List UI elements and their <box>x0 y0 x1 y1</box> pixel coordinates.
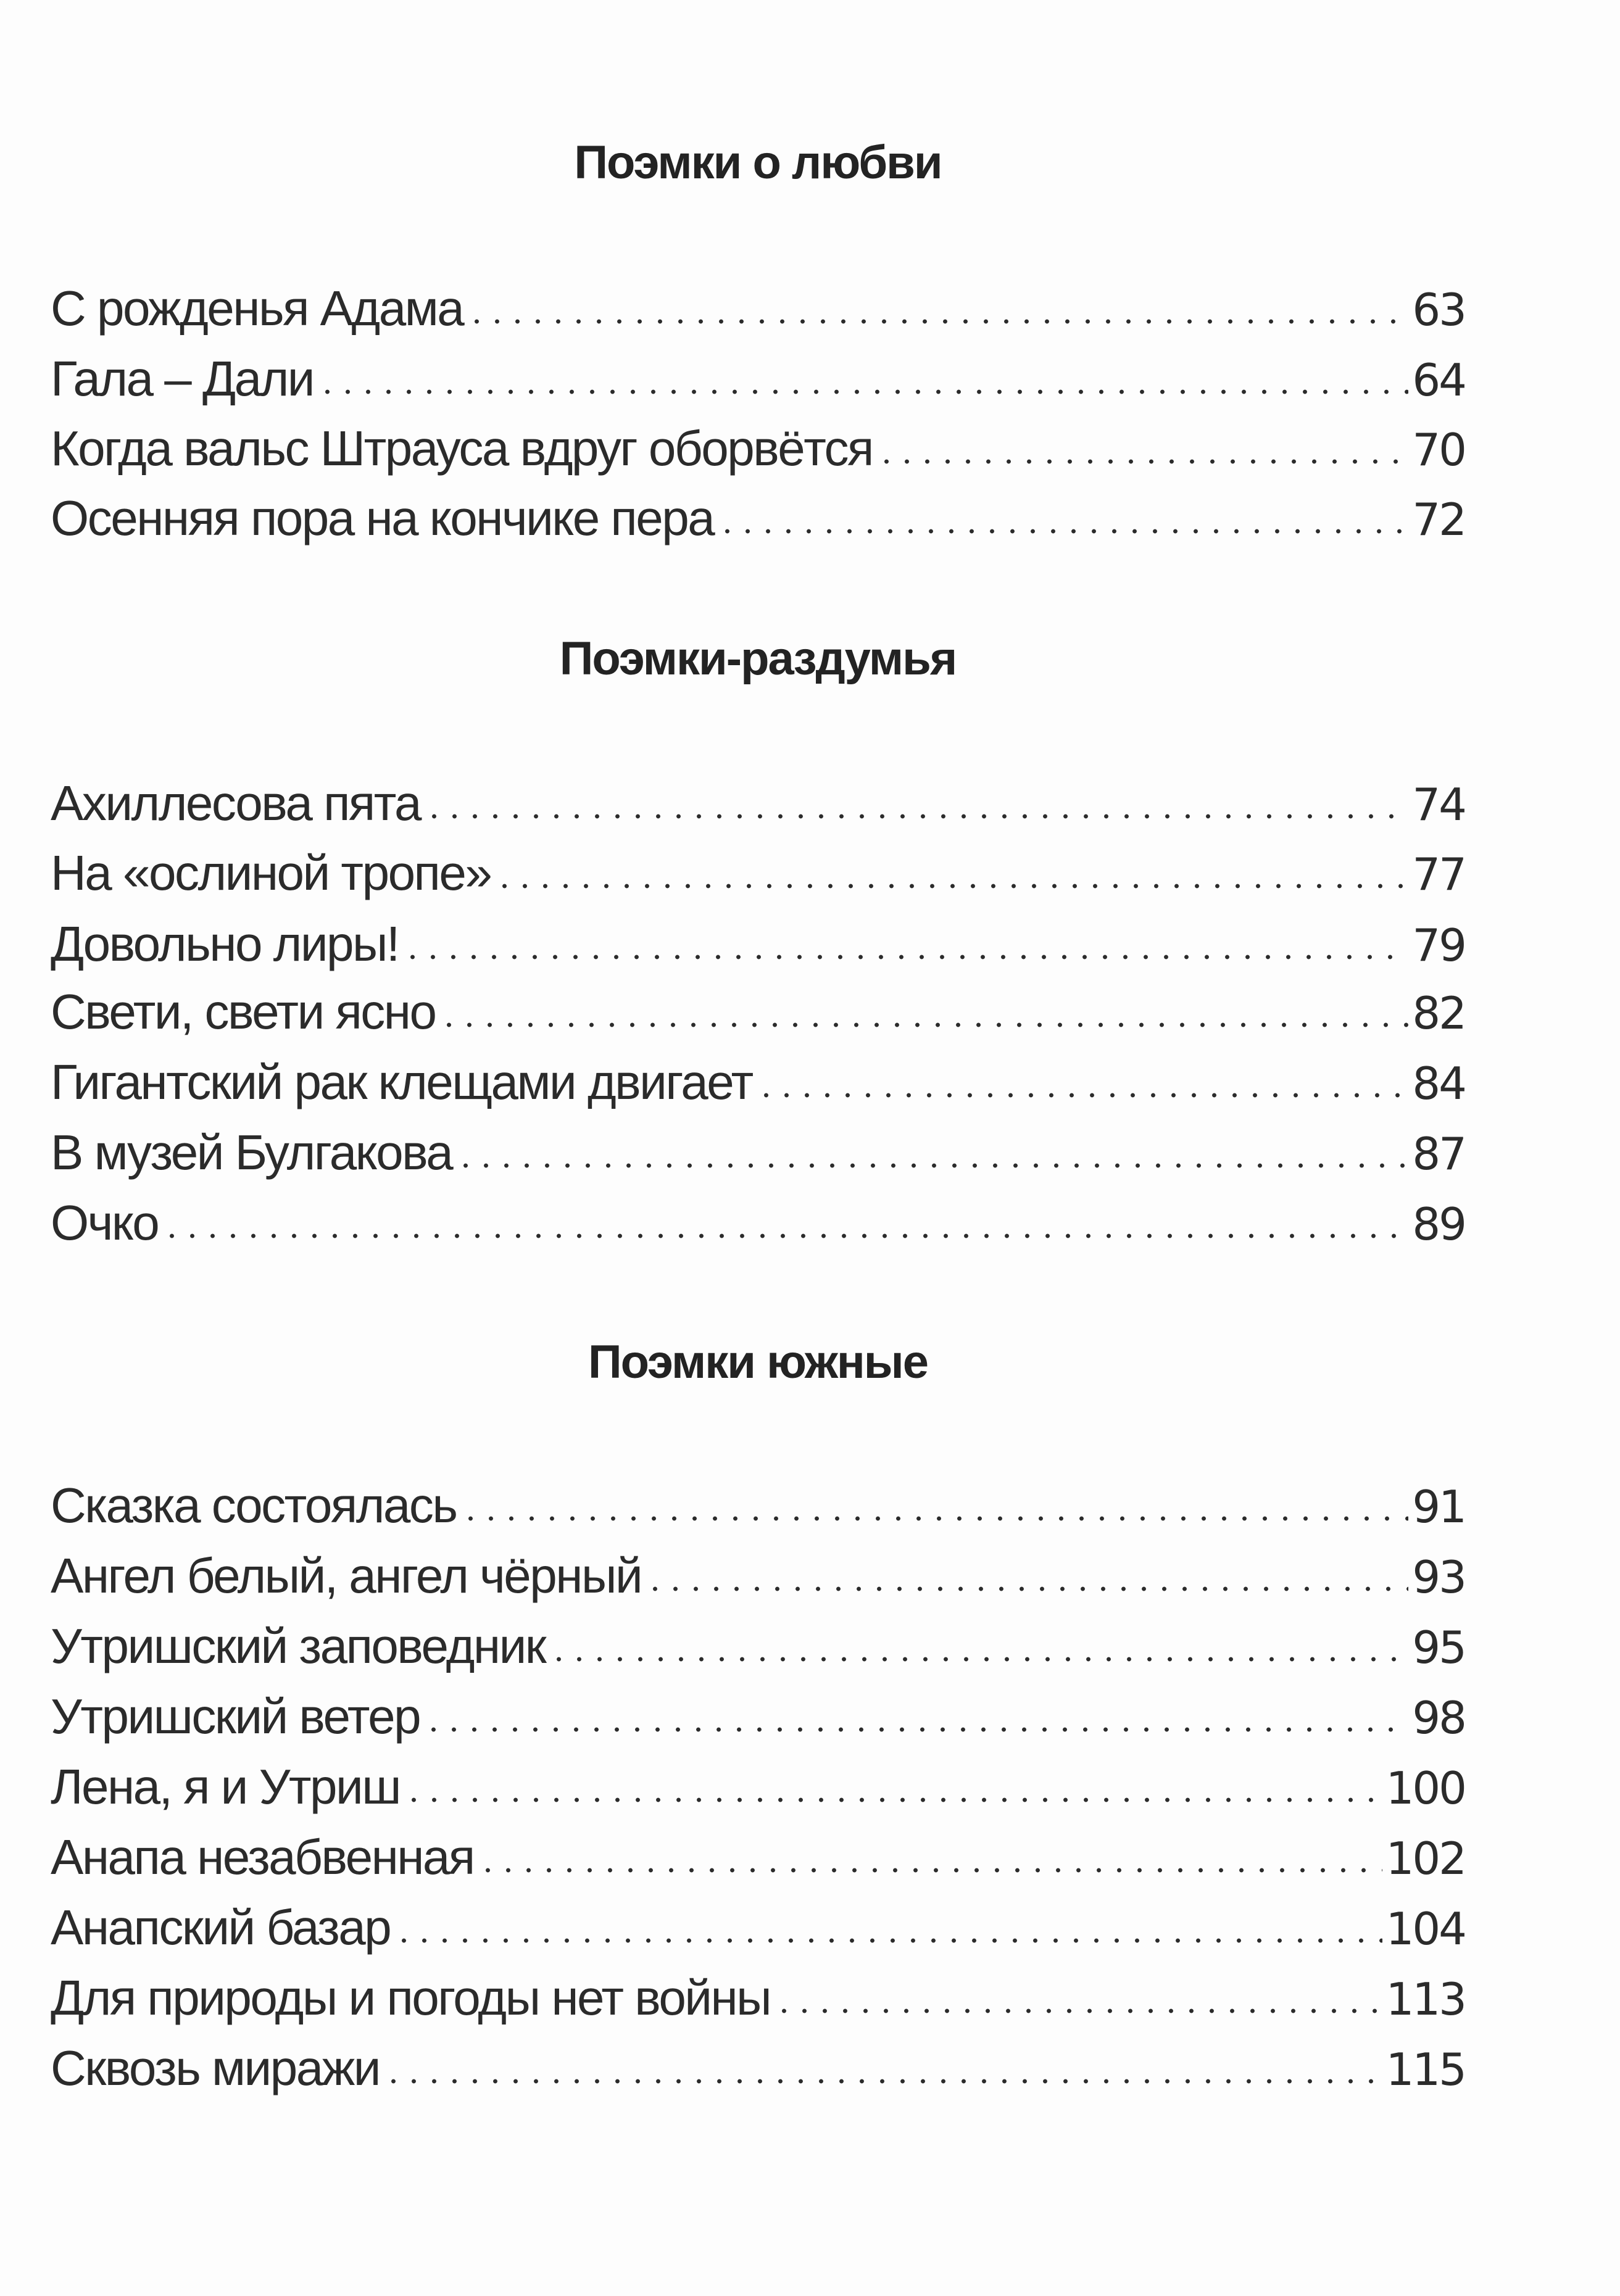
entry-page-number: 113 <box>1385 1973 1465 2025</box>
entry-page-number: 93 <box>1412 1551 1465 1603</box>
entry-page-number: 64 <box>1412 354 1465 406</box>
entry-title: Лена, я и Утриш <box>51 1759 400 1814</box>
entry-page-number: 89 <box>1412 1198 1465 1250</box>
entry-page-number: 63 <box>1412 284 1465 336</box>
dot-leader <box>455 1157 1408 1169</box>
toc-entry[interactable] <box>51 1055 1465 1109</box>
entry-page-number: 72 <box>1412 494 1465 545</box>
entry-title: Свети, свети ясно <box>51 984 436 1039</box>
dot-leader <box>717 523 1408 535</box>
entry-page-number: 70 <box>1412 424 1465 476</box>
toc-entry[interactable] <box>51 2041 1465 2095</box>
dot-leader <box>494 877 1408 890</box>
toc-entry[interactable] <box>51 281 1465 336</box>
dot-leader <box>460 1510 1409 1522</box>
section-title-reflections: Поэмки-раздумья <box>559 632 957 685</box>
entry-page-number: 87 <box>1412 1128 1465 1180</box>
entry-title: Довольно лиры! <box>51 916 399 971</box>
entry-title: Сказка состоялась <box>51 1478 457 1533</box>
entry-page-number: 100 <box>1385 1762 1465 1814</box>
entry-title: Для природы и погоды нет войны <box>51 1970 771 2025</box>
toc-entry[interactable] <box>51 1478 1465 1533</box>
toc-entry[interactable] <box>51 491 1465 545</box>
entry-page-number: 115 <box>1385 2044 1465 2095</box>
toc-entry[interactable] <box>51 1125 1465 1180</box>
toc-entry[interactable] <box>51 1195 1465 1250</box>
entry-title: Анапский базар <box>51 1900 391 1955</box>
dot-leader <box>394 1932 1382 1944</box>
entry-title: Утришский ветер <box>51 1689 420 1744</box>
entry-title: На «ослиной тропе» <box>51 845 491 900</box>
entry-title: Сквозь миражи <box>51 2041 380 2095</box>
dot-leader <box>756 1087 1409 1099</box>
entry-title: Утришский заповедник <box>51 1618 546 1673</box>
toc-entry[interactable] <box>51 845 1465 900</box>
dot-leader <box>402 948 1409 961</box>
toc-entry[interactable] <box>51 1618 1465 1673</box>
toc-entry[interactable] <box>51 916 1465 971</box>
toc-entry[interactable] <box>51 1548 1465 1603</box>
entry-page-number: 98 <box>1412 1692 1465 1744</box>
dot-leader <box>645 1580 1408 1593</box>
entry-title: Гала – Дали <box>51 351 314 406</box>
toc-entry[interactable] <box>51 776 1465 831</box>
toc-entry[interactable] <box>51 1759 1465 1814</box>
dot-leader <box>467 313 1408 325</box>
entry-page-number: 77 <box>1412 848 1465 900</box>
entry-title: Очко <box>51 1195 159 1250</box>
toc-entry[interactable] <box>51 421 1465 476</box>
dot-leader <box>424 808 1408 820</box>
entry-title: Когда вальс Штрауса вдруг оборвётся <box>51 421 873 476</box>
entry-page-number: 82 <box>1412 987 1465 1039</box>
entry-page-number: 104 <box>1385 1903 1465 1955</box>
entry-page-number: 102 <box>1385 1833 1465 1884</box>
entry-page-number: 91 <box>1412 1481 1465 1533</box>
toc-entry[interactable] <box>51 351 1465 406</box>
entry-title: Ахиллесова пята <box>51 776 420 831</box>
section-title-southern: Поэмки южные <box>588 1336 928 1388</box>
dot-leader <box>317 383 1408 396</box>
dot-leader <box>478 1862 1382 1874</box>
entry-title: В музей Булгакова <box>51 1125 452 1180</box>
dot-leader <box>439 1016 1408 1029</box>
dot-leader <box>162 1227 1408 1240</box>
entry-title: Гигантский рак клещами двигает <box>51 1055 752 1109</box>
dot-leader <box>876 453 1409 465</box>
toc-entry[interactable] <box>51 984 1465 1039</box>
entry-title: Осенняя пора на кончике пера <box>51 491 714 545</box>
dot-leader <box>383 2073 1382 2085</box>
dot-leader <box>774 2002 1382 2015</box>
toc-entry[interactable] <box>51 1830 1465 1884</box>
dot-leader <box>549 1651 1408 1663</box>
entry-page-number: 79 <box>1412 919 1465 971</box>
entry-page-number: 84 <box>1412 1058 1465 1109</box>
dot-leader <box>404 1791 1382 1804</box>
entry-title: Ангел белый, ангел чёрный <box>51 1548 642 1603</box>
toc-entry[interactable] <box>51 1689 1465 1744</box>
toc-entry[interactable] <box>51 1900 1465 1955</box>
dot-leader <box>423 1721 1408 1733</box>
entry-page-number: 95 <box>1412 1622 1465 1673</box>
entry-title: Анапа незабвенная <box>51 1830 474 1884</box>
entry-page-number: 74 <box>1412 779 1465 831</box>
toc-entry[interactable] <box>51 1970 1465 2025</box>
entry-title: С рожденья Адама <box>51 281 463 336</box>
section-title-love: Поэмки о любви <box>574 136 942 189</box>
